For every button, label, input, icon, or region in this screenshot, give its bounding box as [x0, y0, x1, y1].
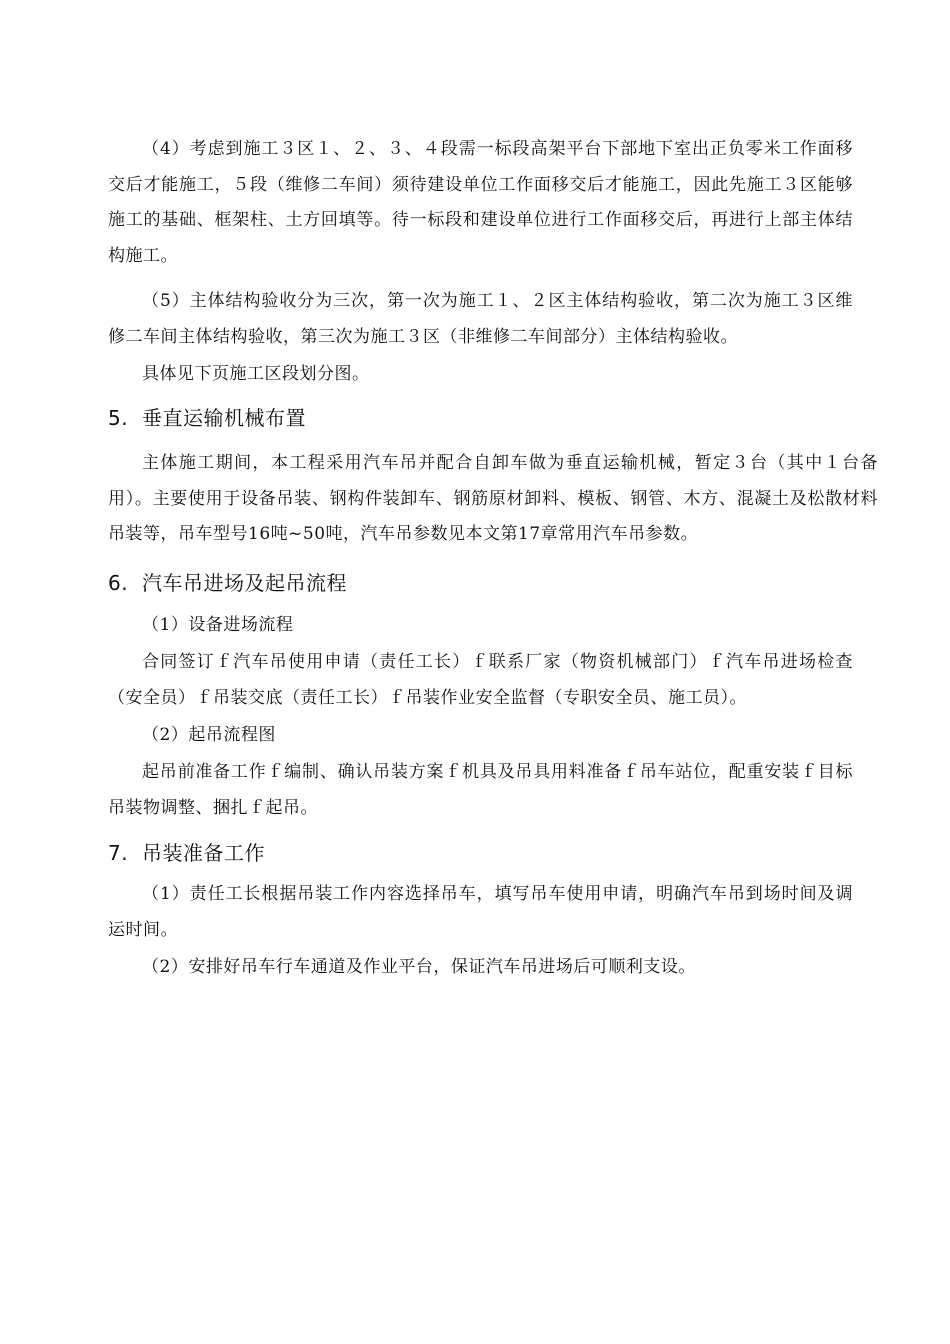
section-number: 6. — [108, 571, 129, 595]
subheading-lifting-flow: （2）起吊流程图 — [142, 725, 276, 745]
section-title: 吊装准备工作 — [142, 841, 265, 865]
paragraph-item-7-2: （2）安排好吊车行车通道及作业平台，保证汽车吊进场后可顺利支设。 — [142, 957, 696, 977]
paragraph-lifting-flow: 起吊前准备工作ｆ编制、确认吊装方案ｆ机具及吊具用料准备ｆ吊车站位，配重安装ｆ目标吊装物调整、捆扎ｆ起吊。 — [108, 762, 853, 818]
paragraph-item-4: （4）考虑到施工３区１、２、３、４段需一标段高架平台下部地下室出正负零米工作面移交后才能施工，５段（维修二车间）须待建设单位工作面移交后才能施工，因此先施工３区能够施工的基础、框架柱、土方回填等。待一标段和建设单位进行工作面移交后，再进行上部主体结构施工。 — [108, 139, 853, 266]
section-title: 垂直运输机械布置 — [142, 406, 306, 430]
paragraph-see-figure: 具体见下页施工区段划分图。 — [142, 364, 370, 384]
subheading-equipment-entry: （1）设备进场流程 — [142, 615, 294, 635]
paragraph-vertical-transport: 主体施工期间，本工程采用汽车吊并配合自卸车做为垂直运输机械，暂定３台（其中１台备用）。主要使用于设备吊装、钢构件装卸车、钢筋原材卸料、模板、钢管、木方、混凝土及松散材料吊装等，吊车型号16吨~50吨，汽车吊参数见本文第17章常用汽车吊参数。 — [108, 453, 878, 544]
section-number: 5. — [108, 406, 129, 430]
section-number: 7. — [108, 841, 129, 865]
section-title: 汽车吊进场及起吊流程 — [142, 571, 347, 595]
paragraph-item-7-1: （1）责任工长根据吊装工作内容选择吊车，填写吊车使用申请，明确汽车吊到场时间及调运时间。 — [108, 884, 853, 940]
paragraph-equipment-entry: 合同签订ｆ汽车吊使用申请（责任工长）ｆ联系厂家（物资机械部门）ｆ汽车吊进场检查（安全员）ｆ吊装交底（责任工长）ｆ吊装作业安全监督（专职安全员、施工员）。 — [108, 652, 853, 708]
paragraph-item-5: （5）主体结构验收分为三次，第一次为施工１、２区主体结构验收，第二次为施工３区维修二车间主体结构验收，第三次为施工３区（非维修二车间部分）主体结构验收。 — [108, 291, 853, 347]
section-heading-7 — [108, 838, 265, 868]
section-heading-5 — [108, 403, 306, 433]
section-heading-6 — [108, 568, 347, 598]
